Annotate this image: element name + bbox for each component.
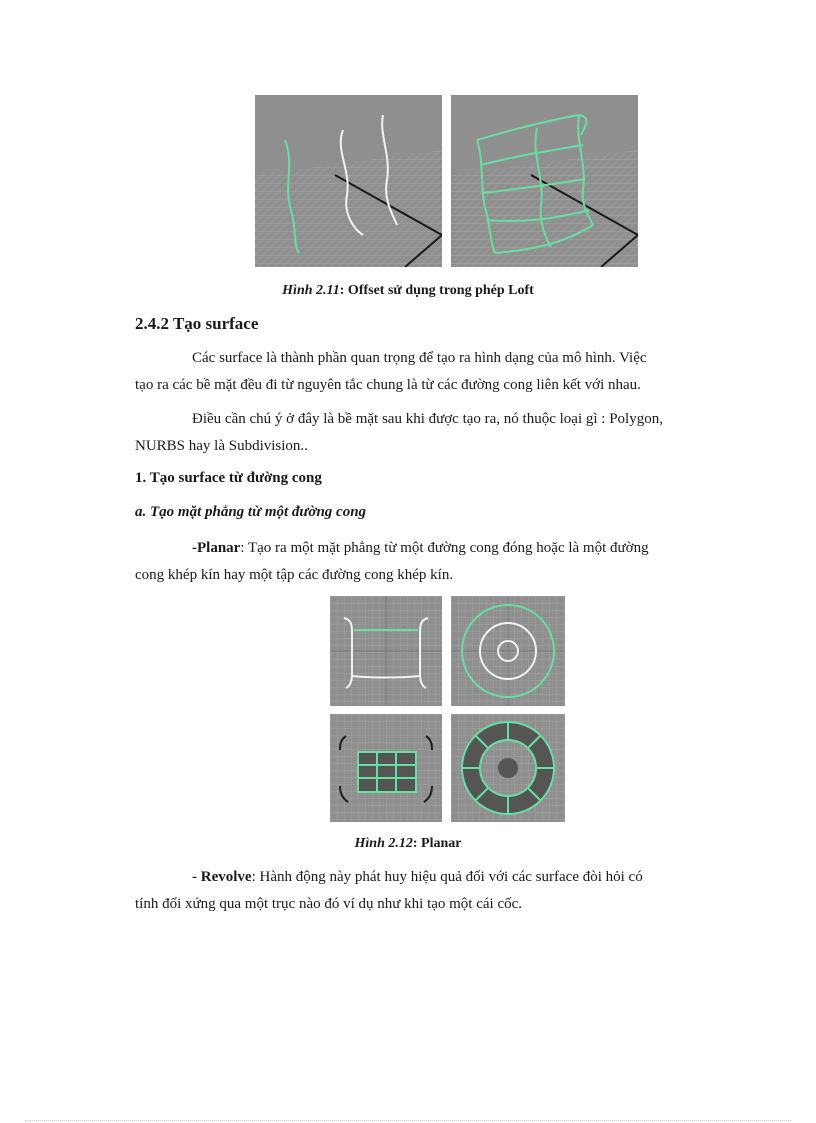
- paragraph2-line2: NURBS hay là Subdivision..: [135, 438, 308, 454]
- planar-curves-circle-viewport: [451, 596, 565, 706]
- paragraph-revolve: [135, 864, 755, 918]
- planar-line2: cong khép kín hay một tập các đường cong khép kín.: [135, 567, 454, 583]
- revolve-line2: tính đối xứng qua một trục nào đó ví dụ như khi tạo một cái cốc.: [135, 896, 523, 912]
- paragraph1-line1: Các surface là thành phần quan trọng để tạo ra hình dạng của mô hình. Việc: [192, 350, 647, 366]
- figure-2-11-text: : Offset sử dụng trong phép Loft: [339, 283, 534, 298]
- planar-term: -Planar: [192, 540, 241, 556]
- paragraph-planar: [135, 535, 755, 589]
- paragraph-surface-type-note: [135, 406, 755, 460]
- figure-2-11-caption: [0, 283, 816, 299]
- revolve-term: - Revolve: [192, 869, 252, 885]
- planar-surface-square-image: [330, 714, 442, 822]
- planar-curves-square-viewport: [330, 596, 442, 706]
- planar-curves-circle-image: [451, 596, 565, 706]
- revolve-line1: [135, 864, 755, 891]
- paragraph-surfaces-intro: [135, 345, 755, 399]
- subheading-plane-from-curve: a. Tạo mặt phẳng từ một đường cong: [135, 504, 367, 520]
- planar-surface-square-viewport: [330, 714, 442, 822]
- figure-2-12-caption: [0, 836, 816, 852]
- loft-surface-viewport: [451, 95, 638, 267]
- revolve-line1-text: : Hành động này phát huy hiệu quả đối với các surface đòi hỏi có: [251, 869, 643, 885]
- paragraph1-line2: tạo ra các bề mặt đều đi từ nguyên tắc chung là từ các đường cong liên kết với nhau.: [135, 377, 641, 393]
- planar-curves-square-image: [330, 596, 442, 706]
- planar-surface-ring-viewport: [451, 714, 565, 822]
- figure-2-12-number: Hình 2.12: [354, 836, 413, 851]
- subheading-surface-from-curves: 1. Tạo surface từ đường cong: [135, 470, 322, 486]
- section-heading: 2.4.2 Tạo surface: [135, 314, 259, 333]
- figure-2-12-text: : Planar: [412, 836, 462, 851]
- loft-curves-image: [255, 95, 442, 267]
- paragraph2-line1: Điều cần chú ý ở đây là bề mặt sau khi được tạo ra, nó thuộc loại gì : Polygon,: [192, 411, 663, 427]
- figure-2-11-number: Hình 2.11: [282, 283, 340, 298]
- page-bottom-divider: [25, 1120, 791, 1121]
- planar-line1: [135, 535, 755, 562]
- planar-line1-text: : Tạo ra một mặt phẳng từ một đường cong đóng hoặc là một đường: [240, 540, 649, 556]
- loft-surface-image: [451, 95, 638, 267]
- loft-curves-viewport: [255, 95, 442, 267]
- planar-surface-ring-image: [451, 714, 565, 822]
